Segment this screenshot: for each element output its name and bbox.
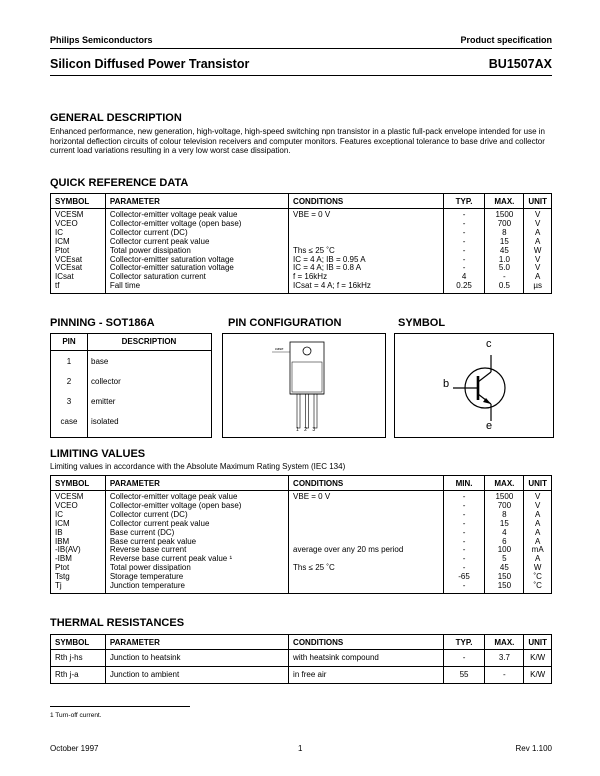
pin-3: 3 — [66, 397, 72, 406]
case-label: case — [275, 346, 284, 351]
qrd-col-symbol: SYMBOL — [51, 194, 106, 209]
lv-col-unit: UNIT — [524, 476, 552, 491]
limiting-values-heading: LIMITING VALUES — [50, 448, 146, 460]
th-unit-1: K/W — [524, 650, 552, 667]
revision: Rev 1.100 — [515, 744, 552, 753]
header-rule — [50, 48, 552, 49]
lv-conditions: VBE = 0 V average over any 20 ms period Ths ≤ 25 ˚C — [289, 491, 444, 594]
th-col-parameter: PARAMETER — [105, 635, 288, 650]
table-row — [51, 650, 552, 667]
th-col-typ: TYP. — [443, 635, 485, 650]
company-name: Philips Semiconductors — [50, 35, 153, 45]
footnote: 1 Turn-off current. — [50, 712, 102, 719]
th-max-2: - — [485, 667, 524, 684]
qrd-typ-values: - - - - - - - 4 0.25 — [443, 209, 485, 294]
general-description-text: Enhanced performance, new generation, high-voltage, high-speed switching npn transistor in a plastic full-pack envelope intended for use in horizontal deflection circuits of colour television receivers and computer monitors. Features exceptional tolerance to base drive and collector current load variations resulting in a very low worst case dissipation. — [50, 127, 545, 156]
pin-3-desc: emitter — [91, 397, 116, 406]
thermal-resistances-heading: THERMAL RESISTANCES — [50, 617, 185, 629]
lv-symbols: VCESM VCEO IC ICM IB IBM -IB(AV) -IBM Ptot Tstg Tj — [51, 491, 106, 594]
pinning-heading: PINNING - SOT186A — [50, 317, 155, 329]
page-number: 1 — [298, 744, 303, 753]
symbol-box — [394, 333, 554, 438]
package-outline-drawing — [223, 334, 385, 437]
th-col-conditions: CONDITIONS — [289, 635, 444, 650]
part-number: BU1507AX — [488, 57, 552, 71]
th-cond-1: with heatsink compound — [289, 650, 444, 667]
document-title: Silicon Diffused Power Transistor — [50, 57, 250, 71]
quick-reference-table — [50, 193, 552, 294]
description-col-header: DESCRIPTION — [121, 337, 177, 346]
pin-configuration-heading: PIN CONFIGURATION — [228, 317, 342, 329]
th-cond-2: in free air — [289, 667, 444, 684]
th-col-symbol: SYMBOL — [51, 635, 106, 650]
th-col-max: MAX. — [485, 635, 524, 650]
footer-date: October 1997 — [50, 744, 99, 753]
qrd-conditions: VBE = 0 V Ths ≤ 25 ˚C IC = 4 A; IB = 0.95 A IC = 4 A; IB = 0.8 A f = 16kHz ICsat = 4 A; f = 16kHz — [289, 209, 444, 294]
qrd-col-typ: TYP. — [443, 194, 485, 209]
pin-2: 2 — [66, 377, 72, 386]
qrd-max-values: 1500 700 8 15 45 1.0 5.0 - 0.5 — [485, 209, 524, 294]
document-type: Product specification — [460, 35, 552, 45]
qrd-col-unit: UNIT — [524, 194, 552, 209]
th-symbol-2: Rth j-a — [51, 667, 106, 684]
th-typ-2: 55 — [443, 667, 485, 684]
th-typ-1: - — [443, 650, 485, 667]
footnote-rule — [50, 706, 190, 707]
qrd-col-parameter: PARAMETER — [105, 194, 288, 209]
th-symbol-1: Rth j-hs — [51, 650, 106, 667]
table-row — [51, 667, 552, 684]
lv-max-values: 1500 700 8 15 4 6 100 5 45 150 150 — [485, 491, 524, 594]
lv-col-symbol: SYMBOL — [51, 476, 106, 491]
symbol-heading: SYMBOL — [398, 317, 446, 329]
pin-case: case — [60, 417, 78, 426]
pin-configuration-box — [222, 333, 386, 438]
qrd-col-max: MAX. — [485, 194, 524, 209]
pin-2-desc: collector — [91, 377, 121, 386]
qrd-parameters: Collector-emitter voltage peak value Collector-emitter voltage (open base) Collector current (DC) Collector current peak value Total power dissipation Collector-emitter saturation voltage Collector-emitter saturation voltage Collector saturation current Fall time — [105, 209, 288, 294]
lv-col-min: MIN. — [443, 476, 485, 491]
general-description-heading: GENERAL DESCRIPTION — [50, 112, 182, 124]
qrd-symbols: VCESM VCEO IC ICM Ptot VCEsat VCEsat ICsat tf — [51, 209, 106, 294]
th-col-unit: UNIT — [524, 635, 552, 650]
pin-case-desc: isolated — [91, 417, 119, 426]
emitter-label: e — [486, 420, 493, 432]
collector-label: c — [486, 338, 492, 350]
th-unit-2: K/W — [524, 667, 552, 684]
pinning-table — [50, 333, 212, 438]
lv-col-max: MAX. — [485, 476, 524, 491]
pin-number-labels: 1 2 3 — [296, 427, 318, 433]
lv-units: V V A A A A mA A W ˚C ˚C — [524, 491, 552, 594]
th-param-1: Junction to heatsink — [105, 650, 288, 667]
qrd-col-conditions: CONDITIONS — [289, 194, 444, 209]
limiting-values-table — [50, 475, 552, 594]
lv-col-parameter: PARAMETER — [105, 476, 288, 491]
pin-1: 1 — [66, 357, 72, 366]
base-label: b — [443, 378, 450, 390]
pin-1-desc: base — [91, 357, 109, 366]
lv-min-values: - - - - - - - - - -65 - — [443, 491, 485, 594]
limiting-values-subtitle: Limiting values in accordance with the Absolute Maximum Rating System (IEC 134) — [50, 462, 346, 471]
thermal-resistances-table — [50, 634, 552, 684]
title-rule — [50, 75, 552, 76]
lv-parameters: Collector-emitter voltage peak value Collector-emitter voltage (open base) Collector current (DC) Collector current peak value Base current (DC) Base current peak value Reverse base current Reverse base current peak value ¹ Total power dissipation Storage temperature Junction temperature — [105, 491, 288, 594]
npn-transistor-symbol — [395, 334, 553, 437]
pin-col-header: PIN — [62, 337, 76, 346]
quick-reference-heading: QUICK REFERENCE DATA — [50, 177, 189, 189]
qrd-units: V V A A W V V A µs — [524, 209, 552, 294]
th-max-1: 3.7 — [485, 650, 524, 667]
th-param-2: Junction to ambient — [105, 667, 288, 684]
lv-col-conditions: CONDITIONS — [289, 476, 444, 491]
